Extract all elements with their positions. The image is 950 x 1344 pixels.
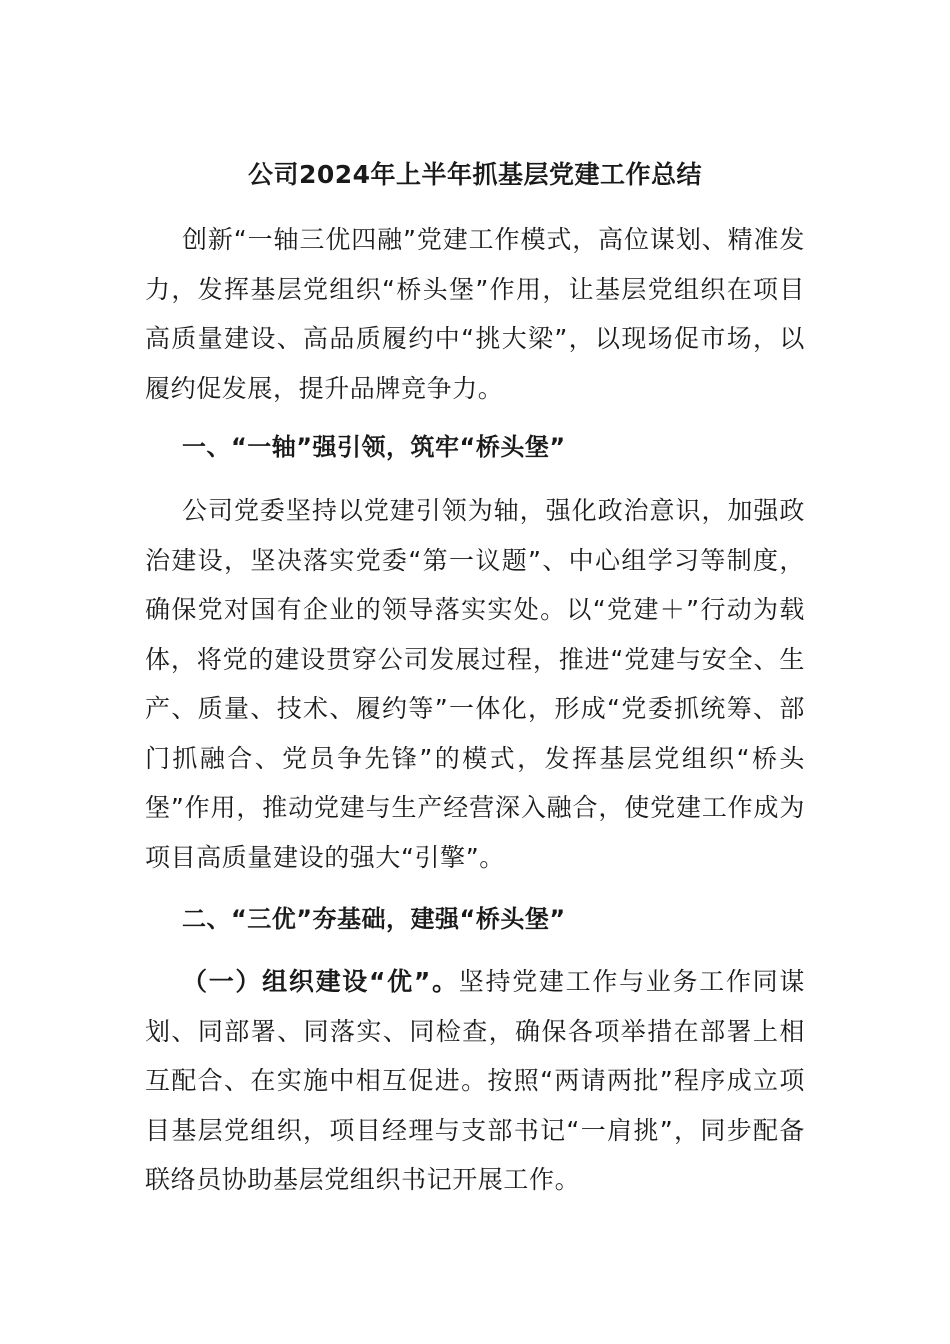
subsection-1-lead: （一）组织建设“优”。 <box>182 967 459 996</box>
section-1-heading: 一、“一轴”强引领，筑牢“桥头堡” <box>182 433 566 461</box>
document-title: 公司2024年上半年抓基层党建工作总结 <box>247 160 703 189</box>
subsection-1-paragraph <box>145 957 805 1205</box>
section-2-heading: 二、“三优”夯基础，建强“桥头堡” <box>182 905 566 933</box>
intro-paragraph: 创新“一轴三优四融”党建工作模式，高位谋划、精准发力，发挥基层党组织“桥头堡”作用，让基层党组织在项目高质量建设、高品质履约中“挑大梁”，以现场促市场，以履约促发展，提升品牌竞争力。 <box>145 225 805 403</box>
section-1-paragraph: 公司党委坚持以党建引领为轴，强化政治意识，加强政治建设，坚决落实党委“第一议题”、中心组学习等制度，确保党对国有企业的领导落实实处。以“党建＋”行动为载体，将党的建设贯穿公司发展过程，推进“党建与安全、生产、质量、技术、履约等”一体化，形成“党委抓统筹、部门抓融合、党员争先锋”的模式，发挥基层党组织“桥头堡”作用，推动党建与生产经营深入融合，使党建工作成为项目高质量建设的强大“引擎”。 <box>145 496 805 872</box>
subsection-1-text: 坚持党建工作与业务工作同谋划、同部署、同落实、同检查，确保各项举措在部署上相互配合、在实施中相互促进。按照“两请两批”程序成立项目基层党组织，项目经理与支部书记“一肩挑”，同步配备联络员协助基层党组织书记开展工作。 <box>145 967 805 1194</box>
